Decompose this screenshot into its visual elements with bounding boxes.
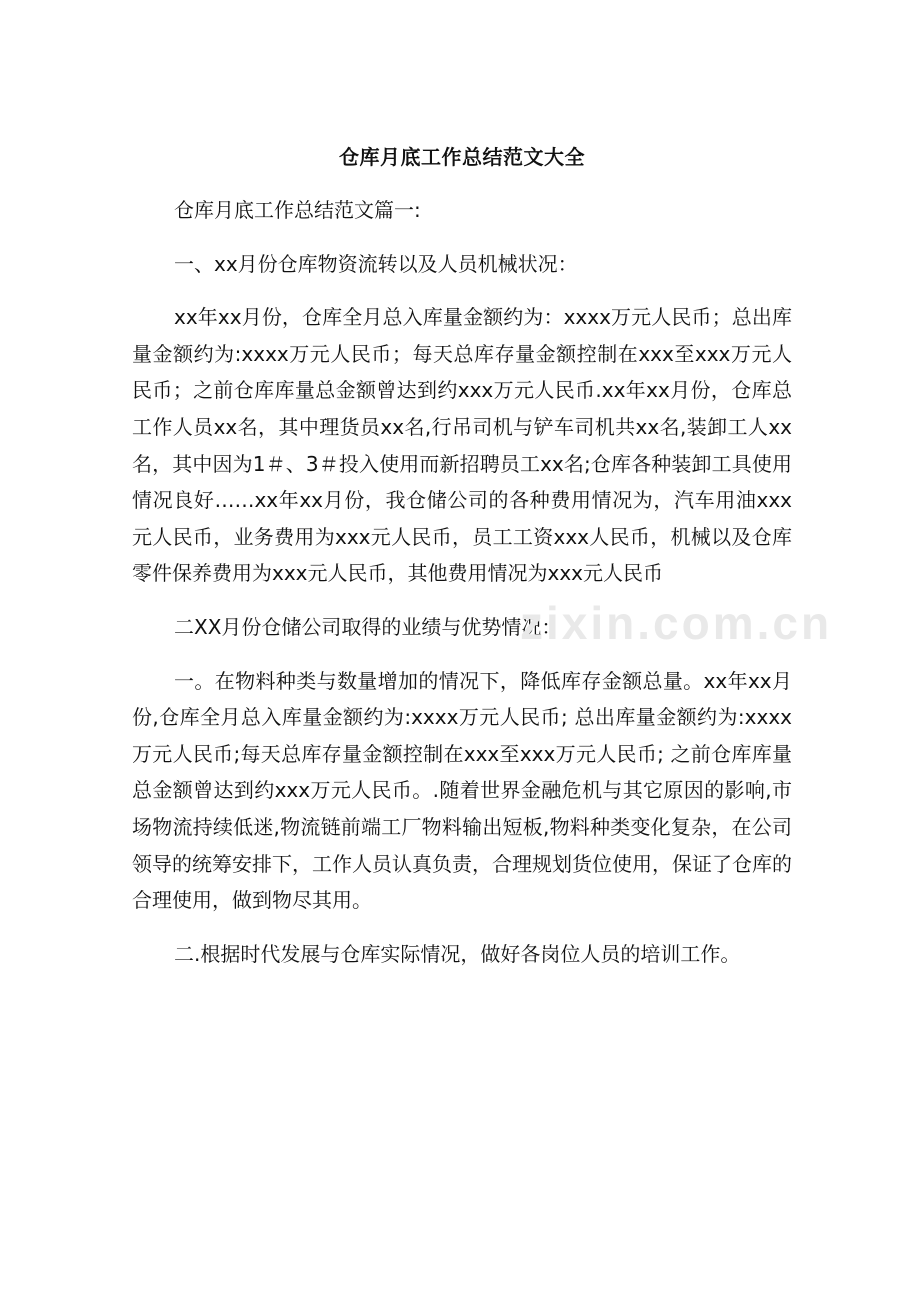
document-body [132,139,792,989]
section-heading-article-one: 仓库月底工作总结范文篇一: [174,198,421,222]
document-title: 仓库月底工作总结范文大全 [339,145,585,169]
section-heading-circulation: 一、xx月份仓库物资流转以及人员机械状况： [174,251,578,276]
watermark-text: zixin.com.cn [520,597,833,649]
paragraph-staff-training: 二.根据时代发展与仓库实际情况，做好各岗位人员的培训工作。 [174,941,741,966]
paragraph-circulation-details: xx年xx月份，仓库全月总入库量金额约为：xxxx万元人民币；总出库量金额约为:xxxx万元人民币；每天总库存量金额控制在xxx至xxx万元人民币；之前仓库库量总金额曾达到约xxx万元人民币.xx年xx月份，仓库总工作人员xx名，其中理货员xx名,行吊司机与铲车司机共xx名,装卸工人xx名，其中因为1＃、3＃投入使用而新招聘员工xx名;仓库各种装卸工具使用情况良好……xx年xx月份，我仓储公司的各种费用情况为，汽车用油xxx元人民币，业务费用为xxx元人民币，员工工资xxx人民币，机械以及仓库零件保养费用为xxx元人民币，其他费用情况为xxx元人民币 [132,305,792,586]
section-heading-achievements: 二XX月份仓储公司取得的业绩与优势情况： [174,614,562,639]
paragraph-inventory-reduction: 一。在物料种类与数量增加的情况下，降低库存金额总量。xx年xx月份,仓库全月总入库量金额约为:xxxx万元人民币; 总出库量金额约为:xxxx万元人民币;每天总库存量金额控制在xxx至xxx万元人民币; 之前仓库库量总金额曾达到约xxx万元人民币。.随着世界金融危机与其它原因的影响,市场物流持续低迷,物流链前端工厂物料输出短板,物料种类变化复杂，在公司领导的统筹安排下，工作人员认真负责，合理规划货位使用，保证了仓库的合理使用，做到物尽其用。 [132,668,792,913]
